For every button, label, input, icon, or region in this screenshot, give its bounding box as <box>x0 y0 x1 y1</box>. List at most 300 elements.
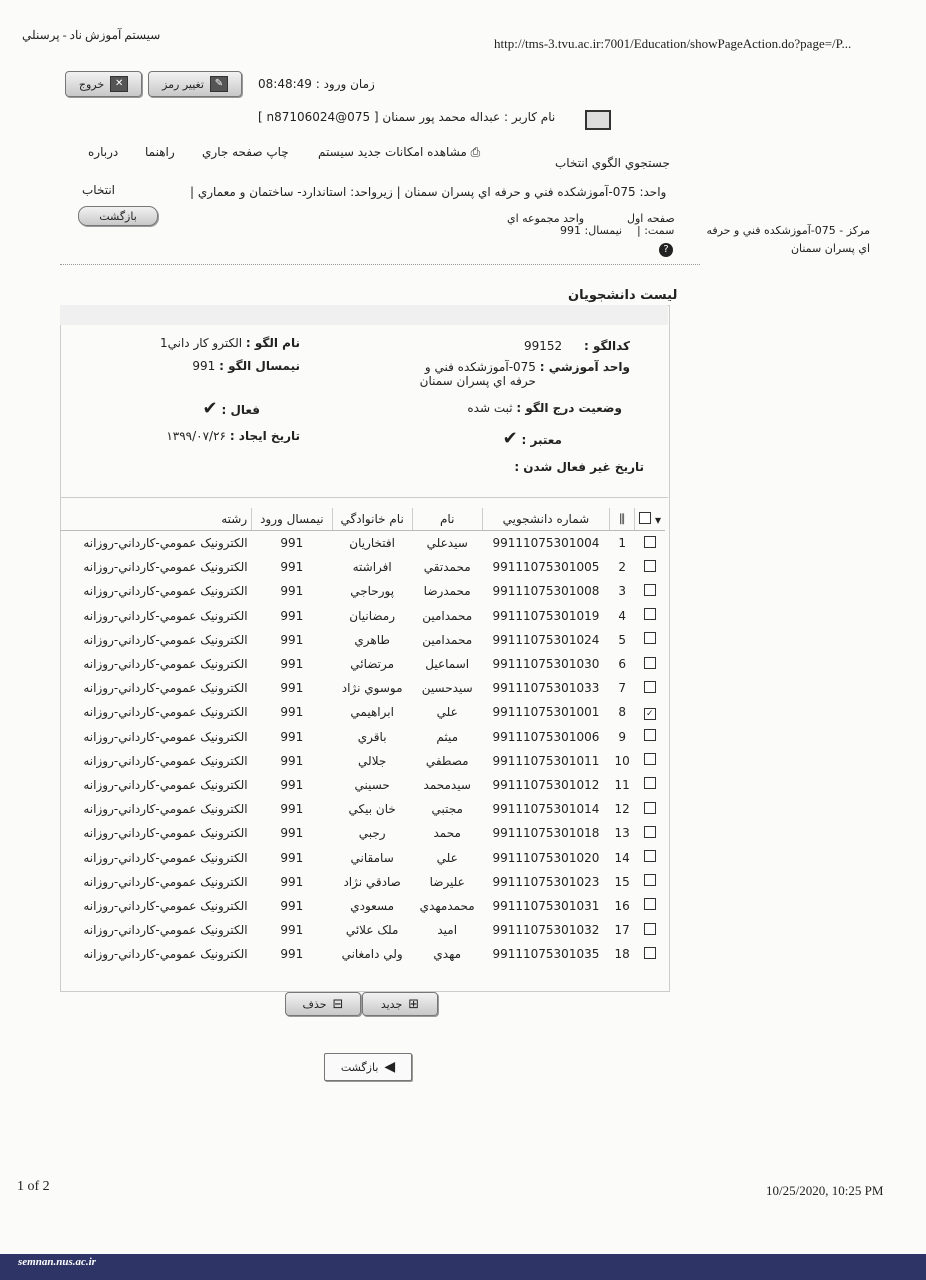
active-label: فعال : <box>221 403 260 417</box>
row-number: 2 <box>618 560 626 575</box>
back-label: بازگشت <box>340 1060 379 1074</box>
first-name: علي <box>436 850 458 865</box>
print-header-title: سيستم آموزش ناد - پرسنلي <box>22 28 161 42</box>
major-cell <box>61 821 252 845</box>
table-row[interactable] <box>61 845 666 869</box>
status-value: ثبت شده <box>467 401 513 415</box>
username: نام کاربر : عبداله محمد پور سمنان [ n87106024@075 ] <box>258 110 556 124</box>
info-unit <box>360 360 630 388</box>
major: الکترونيک عمومي-کارداني-روزانه <box>83 632 248 647</box>
table-row[interactable] <box>61 942 666 966</box>
row-number: 18 <box>614 947 630 962</box>
created-value: ۱۳۹۹/۰۷/۲۶ <box>166 429 226 443</box>
first-name: محمدتقي <box>423 560 471 575</box>
major: الکترونيک عمومي-کارداني-روزانه <box>83 777 248 792</box>
row-number-cell <box>610 918 635 942</box>
major-cell <box>61 749 252 773</box>
row-checkbox[interactable] <box>644 681 656 693</box>
major-cell <box>61 797 252 821</box>
row-checkbox[interactable] <box>644 753 656 765</box>
entry-semester: 991 <box>280 584 304 599</box>
entry-semester: 991 <box>280 681 304 696</box>
semester-label: نيمسال الگو : <box>219 359 300 373</box>
entry-semester: 991 <box>280 705 304 720</box>
row-number-header <box>610 508 635 531</box>
first-name: مهدي <box>433 947 462 962</box>
last-name-cell <box>332 821 412 845</box>
row-number: 15 <box>614 874 630 889</box>
row-number: 11 <box>614 777 630 792</box>
entry-semester: 991 <box>280 923 304 938</box>
major-cell <box>61 773 252 797</box>
entry-semester-cell <box>252 773 332 797</box>
row-checkbox[interactable] <box>644 874 656 886</box>
last-name: موسوي نژاد <box>341 681 403 696</box>
entry-semester: 991 <box>280 826 304 841</box>
row-number: 13 <box>614 826 630 841</box>
row-number-cell <box>610 555 635 579</box>
student-id-cell <box>482 676 609 700</box>
row-checkbox[interactable] <box>644 608 656 620</box>
major-cell <box>61 652 252 676</box>
row-number-cell <box>610 821 635 845</box>
table-row[interactable] <box>61 628 666 652</box>
student-id: 99111075301019 <box>492 608 600 623</box>
row-number: 7 <box>618 681 626 696</box>
add-folder-icon: ⊞ <box>408 996 420 1012</box>
info-bottom-rule <box>60 497 668 498</box>
first-name: اسماعيل <box>425 657 470 672</box>
last-name: جلالي <box>358 753 387 768</box>
entry-semester-cell <box>252 676 332 700</box>
entry-semester: 991 <box>280 753 304 768</box>
user-card-icon <box>585 110 611 130</box>
table-row[interactable] <box>61 579 666 603</box>
last-name-cell <box>332 942 412 966</box>
inactive-date-label: تاريخ غير فعال شدن : <box>514 460 644 474</box>
last-name-cell <box>332 676 412 700</box>
entry-semester-cell <box>252 725 332 749</box>
info-active <box>100 398 260 419</box>
entry-semester-cell <box>252 652 332 676</box>
first-name: علي <box>436 705 458 720</box>
last-name: ابراهيمي <box>350 705 394 720</box>
row-number-cell <box>610 894 635 918</box>
major-cell <box>61 918 252 942</box>
major: الکترونيک عمومي-کارداني-روزانه <box>83 850 248 865</box>
first-name-cell <box>412 773 482 797</box>
row-checkbox[interactable] <box>644 729 656 741</box>
major: الکترونيک عمومي-کارداني-روزانه <box>83 705 248 720</box>
menu-view-features[interactable] <box>318 145 480 160</box>
row-number-cell <box>610 531 635 556</box>
name-value: الکترو کار داني1 <box>159 336 243 350</box>
last-name-cell <box>332 773 412 797</box>
first-name-cell <box>412 870 482 894</box>
entry-semester: 991 <box>280 777 304 792</box>
table-row[interactable] <box>61 821 666 845</box>
student-id: 99111075301035 <box>492 947 600 962</box>
first-name-cell <box>412 725 482 749</box>
row-checkbox[interactable] <box>644 826 656 838</box>
student-id-cell <box>482 555 609 579</box>
last-name: طاهري <box>354 632 390 647</box>
major: الکترونيک عمومي-کارداني-روزانه <box>83 826 248 841</box>
row-number: 14 <box>614 850 630 865</box>
table-row[interactable] <box>61 749 666 773</box>
first-name-cell <box>412 652 482 676</box>
student-id: 99111075301011 <box>492 753 600 768</box>
first-name: ميثم <box>436 729 459 744</box>
student-id-cell <box>482 652 609 676</box>
last-name: افراشته <box>352 560 392 575</box>
last-name: مرتضائي <box>350 657 395 672</box>
row-number-cell <box>610 700 635 724</box>
watermark-bar <box>0 1254 926 1280</box>
row-checkbox-cell <box>635 773 665 797</box>
entry-semester-cell <box>252 700 332 724</box>
unit-label: واحد آموزشي : <box>539 360 630 374</box>
first-name-cell <box>412 676 482 700</box>
delete-folder-icon: ⊟ <box>332 996 344 1012</box>
first-name: محمد <box>433 826 461 841</box>
last-name: رجبي <box>358 826 386 841</box>
major-cell <box>61 942 252 966</box>
header-last-name[interactable]: نام خانوادگي <box>332 508 412 531</box>
table-row[interactable] <box>61 604 666 628</box>
entry-semester: 991 <box>280 874 304 889</box>
info-valid <box>360 428 562 449</box>
major: الکترونيک عمومي-کارداني-روزانه <box>83 729 248 744</box>
row-number-cell <box>610 676 635 700</box>
code-label: کدالگو : <box>583 339 630 353</box>
row-checkbox-cell <box>635 579 665 603</box>
major: الکترونيک عمومي-کارداني-روزانه <box>83 898 248 913</box>
student-id: 99111075301008 <box>492 584 600 599</box>
row-checkbox-cell <box>635 870 665 894</box>
panel-header-bar <box>60 305 668 325</box>
major-cell <box>61 894 252 918</box>
columns-icon[interactable]: ⫼ <box>619 511 625 526</box>
row-checkbox[interactable] <box>644 777 656 789</box>
row-checkbox[interactable] <box>644 560 656 572</box>
row-checkbox[interactable] <box>644 898 656 910</box>
entry-semester-cell <box>252 797 332 821</box>
row-number-cell <box>610 628 635 652</box>
row-number-cell <box>610 652 635 676</box>
entry-semester: 991 <box>280 608 304 623</box>
first-name-cell <box>412 700 482 724</box>
status-label: وضعيت درج الگو : <box>516 401 622 415</box>
menu-help[interactable]: راهنما <box>145 145 175 159</box>
change-password-button[interactable] <box>148 71 242 97</box>
student-id-cell <box>482 918 609 942</box>
print-datetime: 10/25/2020, 10:25 PM <box>766 1183 884 1198</box>
first-name: عليرضا <box>429 874 465 889</box>
print-header-url: http://tms-3.tvu.ac.ir:7001/Education/showPageAction.do?page=/P... <box>494 36 852 51</box>
back-button[interactable] <box>324 1053 412 1081</box>
last-name-cell <box>332 797 412 821</box>
major-cell <box>61 579 252 603</box>
row-checkbox-cell <box>635 942 665 966</box>
sort-down-icon[interactable]: ▾ <box>654 512 661 527</box>
first-name-cell <box>412 531 482 556</box>
major-cell <box>61 531 252 556</box>
row-number-cell <box>610 579 635 603</box>
last-name: مسعودي <box>350 898 395 913</box>
table-row[interactable] <box>61 894 666 918</box>
first-name-cell <box>412 604 482 628</box>
logout-label: خروج <box>78 77 105 91</box>
table-row[interactable] <box>61 652 666 676</box>
created-label: تاريخ ايجاد : <box>229 429 300 443</box>
header-entry-semester[interactable]: نيمسال ورود <box>252 508 332 531</box>
last-name-cell <box>332 700 412 724</box>
info-name <box>100 336 300 350</box>
student-id: 99111075301031 <box>492 898 600 913</box>
row-number: 1 <box>618 536 626 551</box>
last-name-cell <box>332 749 412 773</box>
row-checkbox-cell <box>635 604 665 628</box>
major: الکترونيک عمومي-کارداني-روزانه <box>83 657 248 672</box>
last-name-cell <box>332 628 412 652</box>
entry-semester: 991 <box>280 560 304 575</box>
students-table <box>60 508 665 966</box>
select-all-header[interactable] <box>635 508 665 531</box>
row-number: 4 <box>618 608 626 623</box>
info-created <box>100 429 300 443</box>
row-checkbox-cell <box>635 894 665 918</box>
first-name-cell <box>412 579 482 603</box>
major: الکترونيک عمومي-کارداني-روزانه <box>83 947 248 962</box>
menu-print-page[interactable]: چاپ صفحه جاري <box>202 145 289 159</box>
entry-semester-cell <box>252 604 332 628</box>
first-name: محمدمهدي <box>419 898 475 913</box>
header-major[interactable]: رشته <box>61 508 252 531</box>
first-name: مصطفي <box>425 753 469 768</box>
entry-semester-cell <box>252 870 332 894</box>
entry-semester: 991 <box>280 632 304 647</box>
table-row[interactable] <box>61 918 666 942</box>
unit-line: واحد: 075-آموزشکده فني و حرفه اي پسران سمنان | زيرواحد: استاندارد- ساختمان و معماري | <box>190 185 667 199</box>
student-id-cell <box>482 894 609 918</box>
student-id: 99111075301023 <box>492 874 600 889</box>
menu-about[interactable]: درباره <box>88 145 119 159</box>
arrow-left-icon: ◀ <box>384 1059 396 1075</box>
row-checkbox[interactable]: ✓ <box>644 708 656 720</box>
last-name: خان بيکي <box>348 802 396 817</box>
new-button[interactable] <box>362 992 438 1016</box>
info-semester <box>100 359 300 373</box>
info-inactive-date <box>360 460 644 474</box>
login-time: زمان ورود : 08:48:49 <box>258 77 375 91</box>
print-icon: ⎙ <box>470 145 481 159</box>
semester-value: 991 <box>192 359 216 373</box>
student-id: 99111075301033 <box>492 681 600 696</box>
row-number-cell <box>610 725 635 749</box>
row-checkbox-cell <box>635 700 665 724</box>
last-name-cell <box>332 918 412 942</box>
select-all-checkbox[interactable] <box>639 512 651 524</box>
row-checkbox[interactable] <box>644 923 656 935</box>
entry-semester: 991 <box>280 802 304 817</box>
major-cell <box>61 676 252 700</box>
row-checkbox[interactable] <box>644 536 656 548</box>
first-name: محمدامين <box>422 608 473 623</box>
last-name: پورحاجي <box>350 584 395 599</box>
row-checkbox[interactable] <box>644 584 656 596</box>
table-row[interactable] <box>61 725 666 749</box>
close-icon: ✕ <box>110 76 128 92</box>
select-link[interactable]: انتخاب <box>82 183 115 197</box>
row-checkbox-cell <box>635 918 665 942</box>
row-number-cell <box>610 604 635 628</box>
student-id-cell <box>482 579 609 603</box>
table-row[interactable] <box>61 773 666 797</box>
student-id: 99111075301005 <box>492 560 600 575</box>
last-name: سامقاني <box>350 850 394 865</box>
edit-icon: ✎ <box>210 76 228 92</box>
row-checkbox-cell <box>635 628 665 652</box>
last-name-cell <box>332 604 412 628</box>
last-name-cell <box>332 870 412 894</box>
info-status <box>360 401 622 415</box>
watermark-text: semnan.nus.ac.ir <box>18 1256 96 1268</box>
first-name: محمدامين <box>422 632 473 647</box>
table-row[interactable] <box>61 700 666 724</box>
row-checkbox-cell <box>635 821 665 845</box>
first-name: مجتبي <box>431 802 463 817</box>
first-name: اميد <box>437 923 458 938</box>
major: الکترونيک عمومي-کارداني-روزانه <box>83 923 248 938</box>
major: الکترونيک عمومي-کارداني-روزانه <box>83 681 248 696</box>
major-cell <box>61 604 252 628</box>
student-id-cell <box>482 797 609 821</box>
entry-semester: 991 <box>280 850 304 865</box>
first-name-cell <box>412 749 482 773</box>
back-small-button[interactable] <box>78 206 158 226</box>
last-name-cell <box>332 652 412 676</box>
major-cell <box>61 870 252 894</box>
table-row[interactable] <box>61 870 666 894</box>
last-name: افتخاريان <box>349 536 395 551</box>
student-id-cell <box>482 749 609 773</box>
logout-button[interactable] <box>65 71 142 97</box>
breadcrumb-unit-group[interactable]: واحد مجموعه اي <box>507 212 585 225</box>
last-name: حسيني <box>354 777 390 792</box>
table-row[interactable] <box>61 676 666 700</box>
last-name-cell <box>332 555 412 579</box>
row-checkbox-cell <box>635 676 665 700</box>
row-checkbox-cell <box>635 797 665 821</box>
major: الکترونيک عمومي-کارداني-روزانه <box>83 560 248 575</box>
last-name-cell <box>332 845 412 869</box>
row-checkbox[interactable] <box>644 947 656 959</box>
student-id: 99111075301006 <box>492 729 600 744</box>
row-number: 3 <box>618 584 626 599</box>
last-name-cell <box>332 531 412 556</box>
student-id: 99111075301012 <box>492 777 600 792</box>
student-id-cell <box>482 604 609 628</box>
section-title: ليست دانشجويان <box>568 288 678 303</box>
divider <box>60 264 700 265</box>
row-checkbox-cell <box>635 555 665 579</box>
row-number-cell <box>610 749 635 773</box>
row-number: 8 <box>618 705 626 720</box>
row-checkbox[interactable] <box>644 657 656 669</box>
change-password-label: تغيير رمز <box>162 77 204 91</box>
student-id: 99111075301014 <box>492 802 600 817</box>
student-id-cell <box>482 531 609 556</box>
first-name-cell <box>412 821 482 845</box>
row-checkbox-cell <box>635 749 665 773</box>
row-checkbox[interactable] <box>644 850 656 862</box>
info-code <box>360 339 630 353</box>
student-id-cell <box>482 628 609 652</box>
table-row[interactable] <box>61 555 666 579</box>
major: الکترونيک عمومي-کارداني-روزانه <box>83 584 248 599</box>
last-name-cell <box>332 579 412 603</box>
row-checkbox[interactable] <box>644 802 656 814</box>
search-pattern-link[interactable]: جستجوي الگوي انتخاب <box>555 156 670 170</box>
last-name: ولي دامغاني <box>341 947 403 962</box>
table-header-row <box>61 508 666 531</box>
first-name: سيدمحمد <box>423 777 471 792</box>
header-student-id[interactable]: شماره دانشجويي <box>482 508 609 531</box>
row-checkbox[interactable] <box>644 632 656 644</box>
delete-button[interactable] <box>285 992 361 1016</box>
row-number: 9 <box>618 729 626 744</box>
row-checkbox-cell <box>635 725 665 749</box>
table-row[interactable] <box>61 797 666 821</box>
row-number: 12 <box>614 802 630 817</box>
entry-semester-cell <box>252 918 332 942</box>
student-id-cell <box>482 845 609 869</box>
student-id: 99111075301018 <box>492 826 600 841</box>
last-name: رمضانيان <box>349 608 396 623</box>
first-name: محمدرضا <box>423 584 471 599</box>
first-name-cell <box>412 918 482 942</box>
student-id: 99111075301001 <box>492 705 600 720</box>
entry-semester-cell <box>252 894 332 918</box>
first-name-cell <box>412 797 482 821</box>
student-id-cell <box>482 821 609 845</box>
entry-semester: 991 <box>280 729 304 744</box>
row-number: 16 <box>614 898 630 913</box>
unit-value: 075-آموزشکده فني و حرفه اي پسران سمنان <box>419 360 536 388</box>
help-icon[interactable]: ? <box>659 243 673 257</box>
last-name-cell <box>332 725 412 749</box>
student-id: 99111075301020 <box>492 850 600 865</box>
header-first-name[interactable]: نام <box>412 508 482 531</box>
first-name-cell <box>412 894 482 918</box>
table-row[interactable] <box>61 531 666 556</box>
entry-semester-cell <box>252 531 332 556</box>
breadcrumb-first-page[interactable]: صفحه اول <box>627 212 675 225</box>
first-name-cell <box>412 942 482 966</box>
major: الکترونيک عمومي-کارداني-روزانه <box>83 753 248 768</box>
entry-semester: 991 <box>280 898 304 913</box>
first-name-cell <box>412 845 482 869</box>
student-id-cell <box>482 773 609 797</box>
major: الکترونيک عمومي-کارداني-روزانه <box>83 608 248 623</box>
student-id: 99111075301030 <box>492 657 600 672</box>
new-label: جديد <box>380 997 403 1011</box>
entry-semester-cell <box>252 942 332 966</box>
entry-semester-cell <box>252 845 332 869</box>
page-count: 1 of 2 <box>17 1179 50 1194</box>
major: الکترونيک عمومي-کارداني-روزانه <box>83 874 248 889</box>
